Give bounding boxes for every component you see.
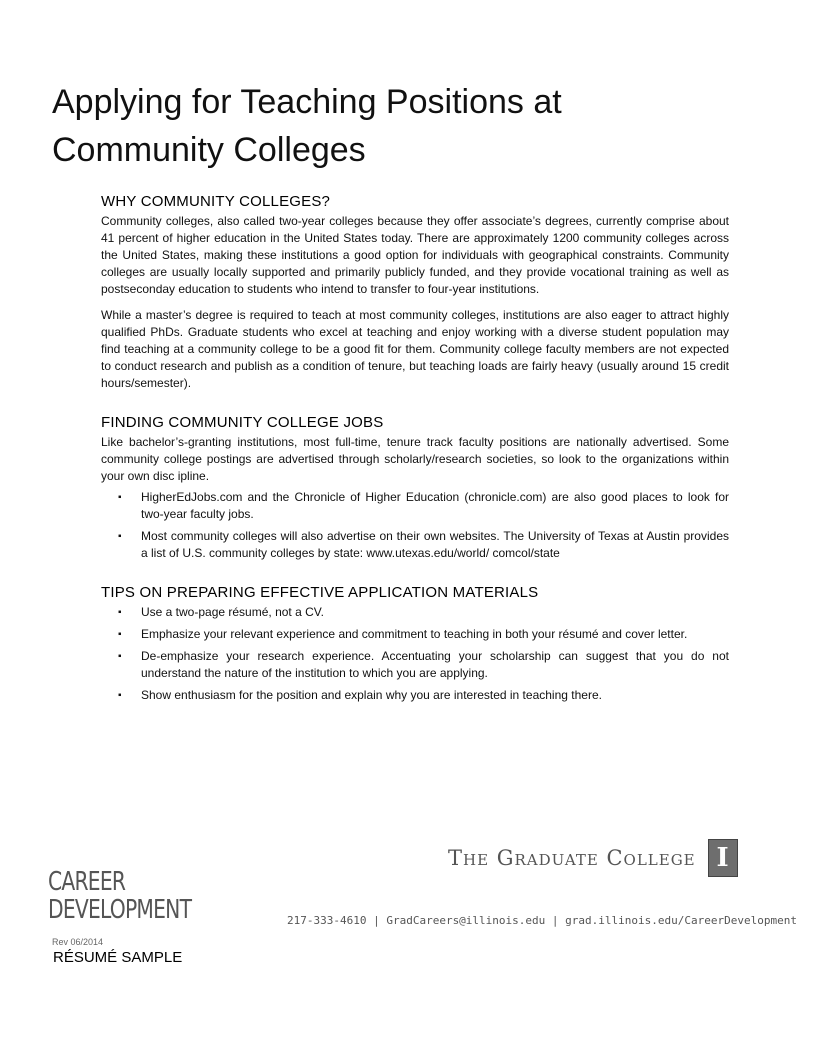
list-item [101,528,729,562]
title-line-2: Community Colleges [52,131,366,169]
list-item-text: De-emphasize your research experience. Accentuating your scholarship can suggest that you do not understand the nature of the institution to which you are applying. [141,649,729,680]
paragraph: While a master’s degree is required to teach at most community colleges, institutions are also eager to attract highly qualified PhDs. Graduate students who excel at teaching and enjoy working with a diverse student population may find teaching at a community college to be a good fit for them. Community college faculty members are not expected to conduct research and publish as a condition of tenure, but teaching loads are fairly heavy (usually around 15 credit hours/semester). [101,308,729,390]
graduate-college-wordmark: The Graduate College [448,846,696,870]
section-tips [101,584,729,704]
bullet-icon: ▪ [118,531,122,542]
career-line: CAREER [48,867,126,897]
paragraph: Community colleges, also called two-year colleges because they offer associate’s degrees, currently comprise about 41 percent of higher education in the United States today. There are approximately 1200 community colleges across the United States, making these institutions a good option for individuals with geographical constraints. Community colleges are usually locally supported and primarily publicly funded, and they provide vocational training as well as postseconday education to students who intend to transfer to four-year institutions. [101,214,729,296]
bullet-icon: ▪ [118,690,122,701]
list-item [101,687,729,704]
section-why [101,193,729,392]
paragraph: Like bachelor’s-granting institutions, most full-time, tenure track faculty positions are nationally advertised. Some community college postings are advertised through scholarly/research societies, so look to the organizations within your own disc ipline. [101,435,729,483]
list-item-text: Use a two-page résumé, not a CV. [141,605,324,619]
development-line: DEVELOPMENT [48,895,192,925]
title-line-1: Applying for Teaching Positions at [52,83,562,121]
page-title [52,78,752,174]
career-development-logo [48,868,191,924]
list-item-text: Most community colleges will also advertise on their own websites. The University of Texas at Austin provides a list of U.S. community colleges by state: www.utexas.edu/world/ comcol/state [141,529,729,560]
document-body [101,193,729,726]
revision-date: Rev 06/2014 [52,937,104,947]
bullet-list [101,604,729,704]
section-heading-finding: FINDING COMMUNITY COLLEGE JOBS [101,414,384,431]
list-item [101,648,729,682]
illinois-block-i-icon: I [708,839,738,877]
bullet-icon: ▪ [118,651,122,662]
section-heading-tips: TIPS ON PREPARING EFFECTIVE APPLICATION MATERIALS [101,584,539,601]
bullet-icon: ▪ [118,607,122,618]
list-item [101,626,729,643]
bullet-icon: ▪ [118,629,122,640]
list-item [101,604,729,621]
list-item-text: Emphasize your relevant experience and commitment to teaching in both your résumé and cover letter. [141,627,688,641]
list-item [101,489,729,523]
section-finding [101,414,729,562]
bullet-list [101,489,729,562]
section-heading-why: WHY COMMUNITY COLLEGES? [101,193,331,210]
list-item-text: HigherEdJobs.com and the Chronicle of Higher Education (chronicle.com) are also good places to look for two-year faculty jobs. [141,490,729,521]
graduate-college-logo [448,839,738,877]
list-item-text: Show enthusiasm for the position and explain why you are interested in teaching there. [141,688,602,702]
bullet-icon: ▪ [118,492,122,503]
contact-info: 217-333-4610 | GradCareers@illinois.edu | grad.illinois.edu/CareerDevelopment [287,914,797,927]
resume-sample-label: RÉSUMÉ SAMPLE [53,949,183,966]
